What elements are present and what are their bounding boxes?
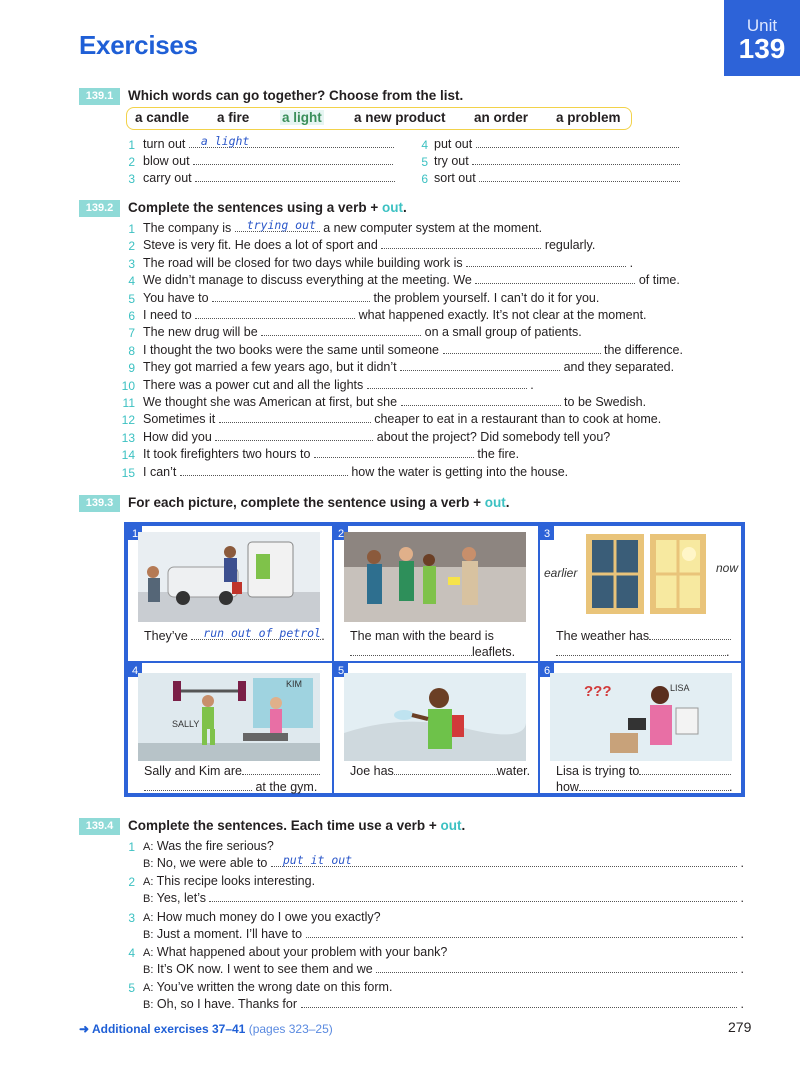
dialogue-line-a — [143, 910, 381, 924]
answer-blank[interactable] — [401, 396, 561, 406]
item-number: 13 — [121, 430, 135, 445]
answer-blank[interactable] — [475, 274, 635, 284]
sentence-end: regularly. — [544, 238, 596, 253]
answer-blank[interactable] — [400, 361, 560, 371]
item-number: 1 — [128, 222, 135, 236]
item-number: 14 — [121, 448, 135, 463]
sentence-line — [143, 395, 646, 409]
sentence-end: what happened exactly. It’s not clear at the moment. — [358, 308, 647, 322]
item-number: 11 — [122, 396, 135, 410]
sentence-start: The company is — [143, 221, 232, 235]
word-option: a new product — [354, 110, 446, 125]
answer-blank[interactable] — [215, 431, 373, 441]
sentence-end: . — [530, 377, 534, 392]
speaker-b-text: Yes, let’s — [156, 891, 206, 906]
unit-badge — [724, 0, 800, 76]
item-number: 5 — [128, 981, 135, 996]
dialogue-line-a — [143, 980, 392, 994]
picture-caption: Lisa is trying to — [556, 764, 731, 778]
sentence-end: about the project? Did somebody tell you? — [376, 429, 611, 444]
answer-blank[interactable] — [189, 134, 394, 148]
dialogue-line-a — [143, 839, 274, 853]
sentence-line — [143, 465, 568, 479]
word-option: a fire — [217, 110, 250, 125]
sentence-start: The new drug will be — [143, 325, 258, 340]
sentence-line — [143, 360, 674, 374]
sentence-line — [143, 378, 534, 392]
answer-blank[interactable] — [639, 765, 731, 775]
sentence-end: . — [629, 255, 634, 270]
sentence-end: to be Swedish. — [564, 395, 647, 409]
camera-manual-illustration — [550, 673, 732, 763]
speaker-a-label: A: — [143, 876, 154, 889]
speaker-a-text: This recipe looks interesting. — [156, 874, 316, 889]
picture-number: 3 — [544, 528, 551, 540]
sentence-period: . — [737, 856, 744, 870]
answer-blank[interactable] — [306, 928, 737, 938]
sentence-start: The road will be closed for two days while building work is — [143, 255, 463, 270]
sentence-line — [143, 412, 661, 426]
answer-blank[interactable] — [476, 138, 679, 148]
dialogue-line-b — [143, 997, 744, 1011]
item-number: 2 — [128, 155, 135, 169]
page-number: 279 — [728, 1019, 752, 1035]
sentence-start: Steve is very fit. He does a lot of sport and — [143, 238, 378, 253]
exercise-line — [434, 171, 680, 185]
handwritten-answer: put it out — [282, 853, 353, 867]
word-option-used: a light — [282, 110, 322, 125]
answer-blank[interactable] — [649, 630, 731, 640]
sentence-start: We didn’t manage to discuss everything at the meeting. We — [143, 273, 472, 288]
sentence-line — [143, 430, 610, 444]
exercise-instruction: For each picture, complete the sentence using a verb + out. — [128, 495, 510, 510]
word-option: an order — [474, 110, 529, 125]
sentence-start: We thought she was American at first, but she — [143, 395, 398, 409]
kim-label: KIM — [286, 679, 303, 689]
answer-blank[interactable] — [301, 998, 738, 1008]
dialogue-line-b — [143, 853, 744, 870]
sentence-line — [143, 343, 683, 357]
sentence-start: You have to — [143, 290, 209, 305]
item-text: sort out — [434, 171, 476, 185]
picture-caption: . — [556, 645, 729, 659]
item-number: 15 — [121, 465, 135, 480]
now-label: now — [716, 561, 739, 575]
item-number: 10 — [121, 378, 135, 393]
petrol-station-illustration — [138, 532, 320, 622]
word-option: a problem — [556, 110, 621, 125]
exercise-tag: 139.3 — [79, 495, 120, 512]
exercise-line — [143, 134, 394, 151]
lisa-label: LISA — [670, 683, 690, 693]
speaker-b-label: B: — [143, 893, 154, 906]
answer-blank[interactable] — [195, 309, 355, 319]
speaker-a-text: What happened about your problem with your bank? — [156, 944, 448, 959]
item-number: 6 — [421, 172, 428, 186]
dialogue-line-b — [143, 927, 744, 941]
item-text: put out — [434, 137, 473, 151]
picture-caption: at the gym. — [144, 780, 317, 794]
item-number: 4 — [128, 945, 135, 960]
picture-cell — [539, 525, 742, 662]
answer-blank[interactable] — [180, 466, 348, 476]
exercise-instruction: Complete the sentences using a verb + out. — [128, 200, 407, 215]
additional-exercises-link[interactable]: ➜ Additional exercises 37–41 (pages 323–25) — [79, 1022, 333, 1036]
speaker-b-label: B: — [143, 999, 154, 1012]
picture-caption: They’ve run out of petrol . — [144, 626, 325, 643]
dialogue-line-a — [143, 945, 447, 959]
picture-caption: leaflets. — [350, 645, 515, 659]
picture-cell — [333, 525, 539, 662]
sentence-end: of time. — [638, 273, 680, 288]
answer-blank[interactable] — [466, 257, 626, 267]
answer-blank[interactable] — [212, 292, 370, 302]
sentence-period: . — [737, 961, 744, 976]
speaker-b-label: B: — [143, 963, 154, 976]
answer-blank[interactable] — [193, 155, 393, 165]
speaker-a-label: A: — [143, 841, 154, 853]
sentence-line — [143, 308, 647, 322]
sentence-line — [143, 273, 680, 287]
sentence-end: the difference. — [603, 342, 683, 357]
sally-label: SALLY — [172, 719, 200, 729]
sentence-start: It took firefighters two hours to — [143, 447, 311, 462]
question-marks: ??? — [584, 683, 612, 700]
item-number: 2 — [128, 239, 135, 254]
item-number: 6 — [128, 309, 135, 323]
picture-grid — [124, 522, 745, 797]
picture-caption: how . — [556, 780, 733, 794]
sentence-start: I need to — [143, 308, 192, 322]
item-number: 4 — [421, 138, 428, 152]
answer-blank[interactable] — [376, 963, 737, 973]
sentence-end: the fire. — [477, 447, 520, 462]
picture-number: 6 — [544, 665, 551, 677]
speaker-b-text: No, we were able to — [156, 856, 268, 870]
answer-blank[interactable] — [219, 413, 371, 423]
item-number: 8 — [128, 343, 135, 358]
picture-number: 1 — [132, 528, 139, 540]
speaker-a-label: A: — [143, 946, 154, 959]
answer-blank[interactable] — [144, 781, 252, 791]
item-number: 1 — [128, 840, 135, 854]
word-option: a candle — [135, 110, 190, 125]
sentence-end: the problem yourself. I can’t do it for you. — [373, 290, 600, 305]
answer-blank[interactable] — [350, 646, 472, 656]
answer-blank[interactable] — [381, 239, 541, 249]
sentence-line — [143, 291, 599, 305]
exercise-instruction: Complete the sentences. Each time use a verb + out. — [128, 818, 466, 833]
speaker-b-text: Just a moment. I’ll have to — [156, 926, 303, 941]
exercise-tag: 139.1 — [79, 88, 120, 105]
sentence-end: how the water is getting into the house. — [351, 464, 569, 479]
picture-cell — [127, 662, 333, 794]
item-text: try out — [434, 154, 469, 168]
item-text: carry out — [143, 171, 192, 185]
answer-blank[interactable] — [261, 326, 421, 336]
answer-blank[interactable] — [195, 172, 395, 182]
exercise-tag: 139.2 — [79, 200, 120, 217]
item-number: 3 — [128, 256, 135, 271]
sentence-start: Sometimes it — [143, 412, 216, 427]
unit-number: 139 — [738, 33, 786, 64]
item-number: 5 — [421, 155, 428, 169]
picture-cell — [539, 662, 742, 794]
answer-blank[interactable] — [479, 172, 680, 182]
answer-blank[interactable] — [209, 892, 737, 902]
answer-blank[interactable] — [579, 781, 729, 791]
speaker-b-label: B: — [143, 858, 154, 870]
sentence-line — [143, 256, 633, 270]
sentence-end: and they separated. — [563, 360, 675, 375]
picture-number: 4 — [132, 665, 139, 677]
sentence-end: cheaper to eat in a restaurant than to cook at home. — [374, 412, 662, 427]
dialogue-line-b — [143, 891, 744, 905]
speaker-b-text: It’s OK now. I went to see them and we — [156, 961, 373, 976]
speaker-b-text: Oh, so I have. Thanks for — [156, 997, 298, 1012]
picture-cell — [333, 662, 539, 794]
item-number: 3 — [128, 172, 135, 186]
handwritten-answer: a light — [200, 134, 250, 148]
answer-blank[interactable] — [556, 646, 726, 656]
item-number: 1 — [128, 138, 135, 152]
answer-blank[interactable] — [367, 379, 527, 389]
dialogue-line-b — [143, 962, 744, 976]
weather-window-illustration — [584, 532, 708, 620]
speaker-b-label: B: — [143, 928, 154, 941]
sentence-start: They got married a few years ago, but it didn’t — [143, 360, 397, 375]
sentence-line — [143, 447, 519, 461]
sentence-line — [143, 325, 582, 339]
picture-cell — [127, 525, 333, 662]
sentence-end: on a small group of patients. — [424, 325, 582, 340]
exercise-instruction: Which words can go together? Choose from the list. — [128, 88, 464, 103]
sentence-line — [143, 238, 595, 252]
answer-blank[interactable] — [235, 218, 320, 232]
answer-blank[interactable] — [271, 853, 737, 867]
sentence-start: I thought the two books were the same until someone — [143, 342, 440, 357]
sentence-end: a new computer system at the moment. — [323, 221, 543, 235]
speaker-a-label: A: — [143, 982, 154, 995]
answer-blank[interactable] — [472, 155, 680, 165]
sentence-period: . — [737, 926, 744, 941]
picture-caption: The man with the beard is — [350, 629, 494, 643]
item-number: 7 — [128, 326, 135, 341]
picture-number: 2 — [338, 528, 345, 540]
item-number: 4 — [128, 274, 135, 289]
speaker-a-label: A: — [143, 911, 154, 924]
item-text: blow out — [143, 154, 190, 168]
answer-blank[interactable] — [394, 765, 497, 775]
dialogue-line-a — [143, 874, 315, 888]
handwritten-answer: trying out — [246, 218, 316, 232]
unit-label: Unit — [746, 16, 778, 35]
leaflet-street-illustration — [344, 532, 526, 622]
item-number: 9 — [128, 361, 135, 376]
item-number: 2 — [128, 875, 135, 890]
water-bottle-illustration — [344, 673, 526, 763]
handwritten-answer: run out of petrol — [203, 626, 321, 640]
exercise-line — [143, 154, 393, 168]
exercise-line — [434, 154, 680, 168]
picture-caption: Joe has water. — [350, 764, 531, 778]
item-number: 12 — [121, 413, 135, 428]
sentence-line — [143, 218, 543, 235]
picture-caption: Sally and Kim are — [144, 764, 320, 778]
sentence-start: How did you — [143, 429, 212, 444]
earlier-label: earlier — [544, 566, 578, 580]
sentence-period: . — [737, 891, 744, 906]
exercise-line — [143, 171, 395, 185]
sentence-period: . — [737, 997, 744, 1012]
picture-number: 5 — [338, 665, 345, 677]
sentence-start: There was a power cut and all the lights — [143, 377, 364, 392]
item-number: 5 — [128, 291, 135, 306]
sentence-start: I can’t — [143, 464, 177, 479]
speaker-a-text: You’ve written the wrong date on this form. — [156, 980, 393, 995]
page-title: Exercises — [79, 30, 198, 60]
speaker-a-text: How much money do I owe you exactly? — [156, 909, 381, 924]
speaker-a-text: Was the fire serious? — [156, 839, 274, 853]
exercise-line — [434, 137, 679, 151]
item-number: 3 — [128, 910, 135, 925]
exercise-tag: 139.4 — [79, 818, 120, 835]
word-list-box — [126, 107, 632, 130]
answer-blank[interactable] — [242, 765, 320, 775]
item-text: turn out — [143, 137, 186, 151]
answer-blank[interactable] — [314, 448, 474, 458]
picture-caption: The weather has — [556, 629, 731, 643]
answer-blank[interactable] — [443, 344, 601, 354]
